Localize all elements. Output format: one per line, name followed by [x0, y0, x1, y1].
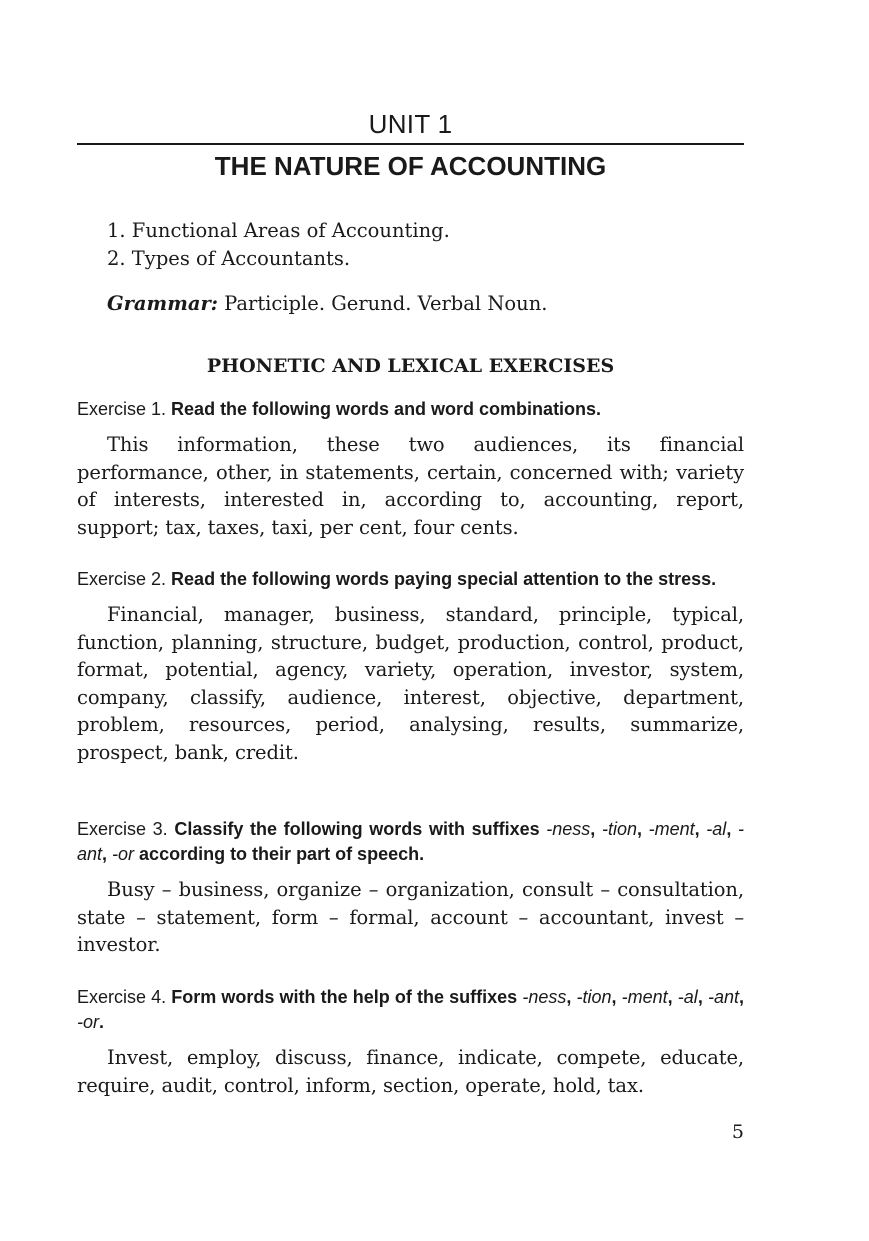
suffix: -tion: [601, 819, 637, 839]
topic-item: 1. Functional Areas of Accounting.: [107, 219, 450, 242]
exercise-instruction: Read the following words and word combinations.: [171, 399, 602, 419]
suffix: -ment: [621, 987, 668, 1007]
exercise-instruction: Classify the following words with suffixes: [174, 819, 547, 839]
exercise-body: This information, these two audiences, its financial performance, other, in statements, certain, concerned with; variety of interests, interested in, according to, accounting, report, support; tax, taxes, taxi, per cent, four cents.: [77, 433, 744, 539]
exercise-4: [77, 985, 744, 1099]
exercise-instruction-end: according to their part of speech.: [134, 844, 425, 864]
exercise-2: [77, 567, 744, 766]
exercise-number: Exercise 2.: [77, 569, 172, 589]
exercise-task: Exercise 3. Classify the following words with suffixes -ness, -tion, -ment, -al, -ant, -or according to their part of speech.: [77, 819, 744, 864]
exercise-task: [77, 567, 744, 592]
exercise-1: [77, 397, 744, 541]
exercise-body: Busy – business, organize – organization, consult – consultation, state – statement, form – formal, account – accountant, invest – investor.: [77, 878, 744, 956]
suffix: -ness: [546, 819, 591, 839]
exercise-number: Exercise 3.: [77, 819, 175, 839]
section-heading: PHONETIC AND LEXICAL EXERCISES: [206, 355, 615, 377]
grammar-label: Grammar:: [107, 292, 218, 315]
suffix: -tion: [576, 987, 612, 1007]
suffix: -ant: [707, 987, 739, 1007]
suffix: -ment: [648, 819, 695, 839]
unit-title: THE NATURE OF ACCOUNTING: [214, 151, 607, 181]
title-rule: [77, 143, 744, 145]
exercise-body: Financial, manager, business, standard, principle, typical, function, planning, structure, budget, production, control, product, format, potential, agency, variety, operation, investor, system, company, classify, audience, interest, objective, department, problem, resources, period, analysing, results, summarize, prospect, bank, credit.: [77, 603, 744, 764]
page-number: 5: [731, 1121, 744, 1143]
suffix: -al: [677, 987, 698, 1007]
exercise-number: Exercise 4.: [77, 987, 172, 1007]
grammar-line: [107, 290, 547, 318]
suffix: -al: [706, 819, 727, 839]
exercise-task: Exercise 4. Form words with the help of the suffixes -ness, -tion, -ment, -al, -ant, -or.: [77, 987, 744, 1032]
exercise-number: Exercise 1.: [77, 399, 172, 419]
exercise-instruction-end: .: [99, 1012, 105, 1032]
topic-list: [107, 217, 450, 272]
grammar-text: Participle. Gerund. Verbal Noun.: [217, 292, 548, 315]
suffix: -ant: [77, 819, 744, 864]
exercise-instruction: Read the following words paying special attention to the stress.: [171, 569, 717, 589]
exercise-instruction: Form words with the help of the suffixes: [171, 987, 523, 1007]
topic-item: 2. Types of Accountants.: [107, 246, 351, 270]
suffix: -or: [77, 1012, 99, 1032]
suffix: -ness: [522, 987, 567, 1007]
exercise-3: [77, 817, 744, 959]
unit-label: UNIT 1: [368, 109, 453, 139]
page: [77, 0, 744, 1241]
exercise-task: [77, 397, 744, 422]
exercise-body: Invest, employ, discuss, finance, indicate, compete, educate, require, audit, control, inform, section, operate, hold, tax.: [77, 1046, 744, 1097]
suffix: -or: [112, 844, 135, 864]
